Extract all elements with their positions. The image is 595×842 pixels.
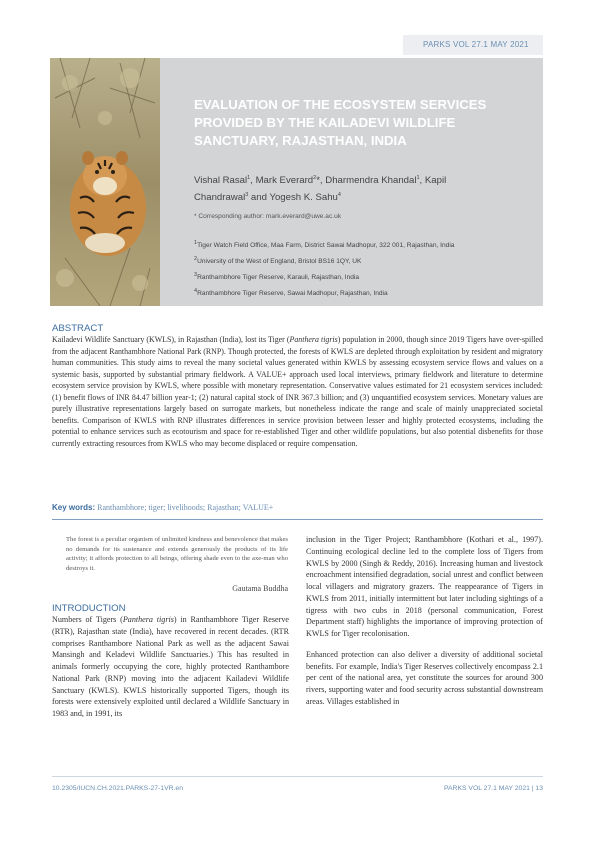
- affiliation-line: [194, 285, 539, 301]
- tiger-photo: [50, 58, 160, 306]
- introduction-heading: INTRODUCTION: [52, 603, 126, 614]
- affiliation-line: [194, 253, 539, 269]
- keywords-value: Ranthambhore; tiger; livelihoods; Rajasthan; VALUE+: [95, 503, 274, 512]
- keywords: [52, 503, 543, 512]
- author-separator: and: [248, 192, 270, 204]
- author-name: Vishal Rasal: [194, 175, 248, 187]
- author-affiliation-mark: 3: [245, 192, 249, 199]
- intro-paragraph-3: Enhanced protection can also deliver a diversity of additional societal benefits. For example, India's Tiger Reserves collectively encompass 2.1 per cent of the national area, yet constitute the sources for around 300 rivers, supporting water and food security across substantial downstream areas. Villages established in: [306, 649, 543, 706]
- affiliation-text: Ranthambhore Tiger Reserve, Karauli, Rajasthan, India: [197, 273, 360, 281]
- intro-paragraph-2: inclusion in the Tiger Project; Ranthambhore (Kothari et al., 1997). Continuing ecological decline led to the complete loss of Tigers from KWLS by 2000 (Singh & Reddy, 2016). Increasing human and livestock encroachment intensified degradation, social unrest and conflict between local villagers and migratory grazers. The reappearance of Tigers in KWLS from 2011, initially intermittent but later including sightings of a tigress with two cubs in 2018 (personal communication, Forest Department staff) highlights the importance of improving protection of KWLS for Tiger recolonisation.: [306, 535, 543, 638]
- author-affiliation-mark: 2: [313, 175, 317, 181]
- author-separator: ,: [419, 175, 425, 187]
- journal-issue-tag: PARKS VOL 27.1 MAY 2021: [403, 35, 543, 55]
- article-title: EVALUATION OF THE ECOSYSTEM SERVICES PROVIDED BY THE KAILADEVI WILDLIFE SANCTUARY, RAJASTHAN, INDIA: [194, 97, 487, 148]
- affiliation-mark: 3: [194, 271, 198, 278]
- affiliation-text: Ranthambhore Tiger Reserve, Sawai Madhopur, Rajasthan, India: [197, 289, 388, 297]
- footer-doi: 10.2305/IUCN.CH.2021.PARKS-27-1VR.en: [52, 785, 183, 792]
- author-name: Yogesh K. Sahu: [269, 192, 338, 204]
- affiliation-mark: 1: [194, 240, 198, 246]
- epigraph-text: The forest is a peculiar organism of unlimited kindness and benevolence that makes no demands for its sustenance and extends generously the products of its life activity; it affords protection to all beings, offering shade even to the axe-man who destroys it.: [66, 536, 288, 572]
- abstract-heading: ABSTRACT: [52, 323, 104, 334]
- author-name: Mark Everard: [255, 175, 314, 187]
- author-separator: ,: [250, 175, 256, 187]
- author-affiliation-mark: 4: [337, 192, 341, 199]
- affiliation-line: [194, 237, 539, 253]
- author-list: [194, 171, 494, 205]
- section-divider: [52, 519, 543, 520]
- affiliation-line: [194, 269, 539, 285]
- affiliation-mark: 4: [194, 287, 198, 294]
- corresponding-author: * Corresponding author: mark.everard@uwe.ac.uk: [194, 213, 342, 220]
- footer-divider: [52, 776, 543, 777]
- author-name: Dharmendra Khandal: [325, 175, 417, 187]
- affiliations: [194, 237, 539, 301]
- footer-page: PARKS VOL 27.1 MAY 2021 | 13: [444, 785, 543, 792]
- author-name: Kapil Chandrawal: [194, 175, 447, 204]
- abstract-text: Kailadevi Wildlife Sanctuary (KWLS), in Rajasthan (India), lost its Tiger (Panthera tigris) population in 2000, though since 2019 Tigers have over-spilled from the adjacent Ranthambhore National Park (RNP). Though protected, the forests of KWLS are depleted through exploitation by resident and migratory human communities. This study aims to reveal the many societal values generated within KWLS by assessing ecosystem service flows and values on a systemic basis, supported by substantial primary fieldwork. A VALUE+ approach used local interviews, primary fieldwork and literature to determine ecosystem service provision by KWLS, where possible with monetary representation. Conservative values estimated for 21 ecosystem services included: (1) benefit flows of INR 84.47 billion year-1; (2) natural capital stock of INR 367.3 billion; and (3) unquantified ecosystem services. Monetary values are purely illustrative representations largely based on surrogate markets, but nonetheless indicate the range and scale of mainly unappreciated societal benefits. Comparison of KWLS with RNP illustrates differences in service provision between lesser and highly protected ecosystems, including the potential to enhance services such as ecotourism and space for re-established Tiger and other wildlife populations, but also potential disbenefits for those currently extracting resources from KWLS who may become displaced or require compensation.: [52, 335, 543, 448]
- epigraph-attribution: Gautama Buddha: [232, 584, 288, 593]
- author-separator: *,: [316, 175, 326, 187]
- affiliation-mark: 2: [194, 255, 198, 262]
- intro-paragraph-1: Numbers of Tigers (Panthera tigris) in Ranthambhore Tiger Reserve (RTR), Rajasthan state (India), have recovered in recent decades. (RTR comprises Ranthambore National Park as well as the adjacent Sawai Mansingh and Keladevi Wildlife Sanctuaries.) This has resulted in animals formerly occupying the core, highly protected Ranthambore National Park (RNP) moving into the adjacent Kailadevi Wildlife Sanctuary (KWLS). KWLS historically supported Tigers, though its forests were extensively exploited until declared a Wildlife Sanctuary in 1983 and, in 1991, its: [52, 615, 289, 718]
- author-affiliation-mark: 1: [416, 175, 420, 181]
- keywords-label: Key words:: [52, 503, 96, 512]
- affiliation-text: Tiger Watch Field Office, Maa Farm, District Sawai Madhopur, 322 001, Rajasthan, India: [197, 242, 455, 250]
- author-affiliation-mark: 1: [247, 175, 251, 181]
- body-column-2: [306, 534, 543, 717]
- affiliation-text: University of the West of England, Bristol BS16 1QY, UK: [197, 258, 362, 266]
